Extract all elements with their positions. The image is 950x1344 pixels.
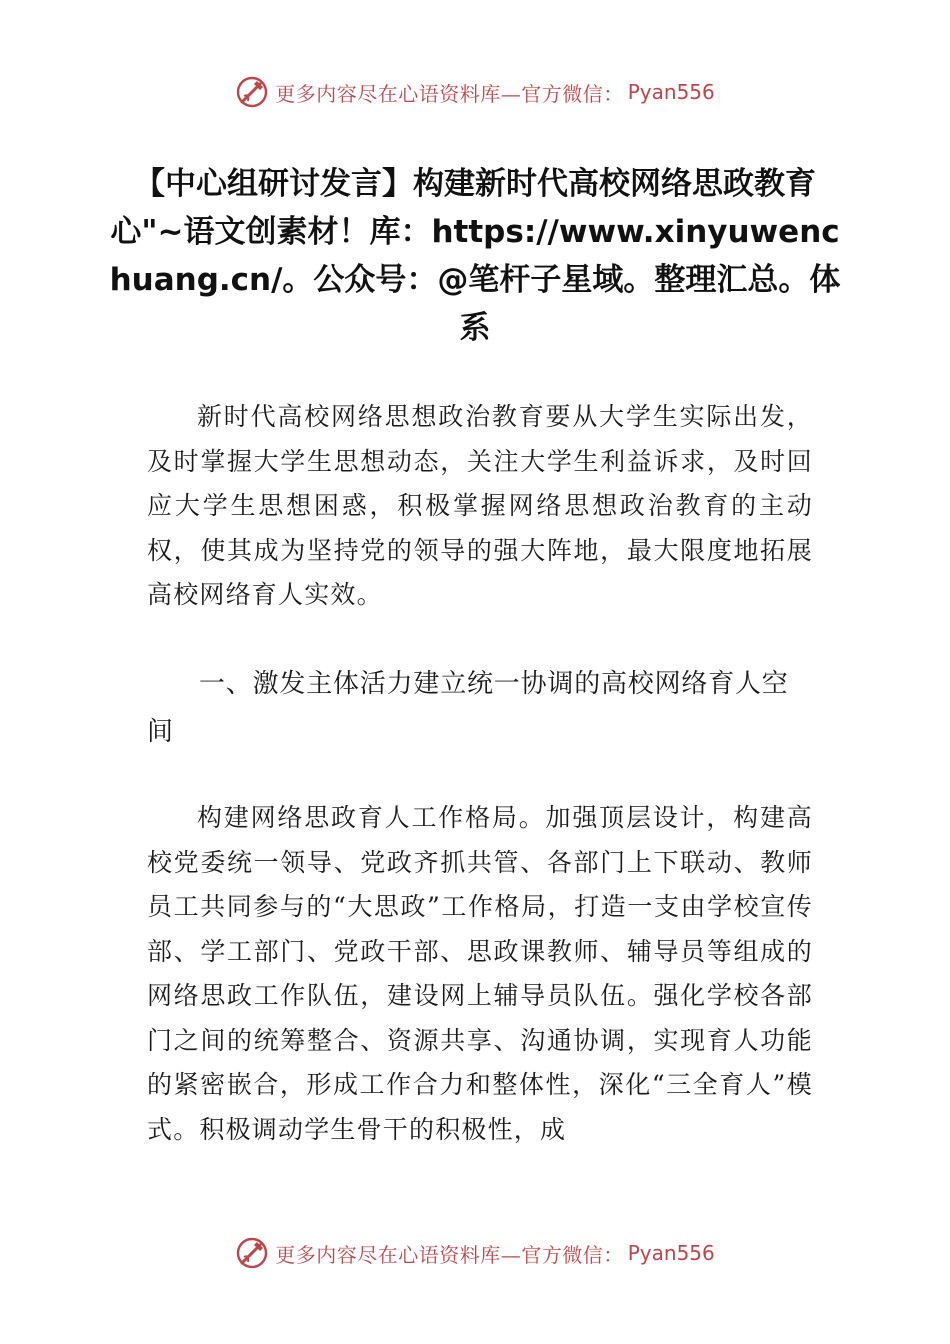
paragraph-section-1: 构建网络思政育人工作格局。加强顶层设计，构建高校党委统一领导、党政齐抓共管、各部门上下联动、教师员工共同参与的“大思政”工作格局，打造一支由学校宣传部、学工部门、党政干部、思政课教师、辅导员等组成的网络思政工作队伍，建设网上辅导员队伍。强化学校各部门之间的统筹整合、资源共享、沟通协调，实现育人功能的紧密嵌合，形成工作合力和整体性，深化“三全育人”模式。积极调动学生骨干的积极性，成 <box>147 803 813 1144</box>
document-title: 【中心组研讨发言】构建新时代高校网络思政教育心"~语文创素材！库：https://www.xinyuwenchuang.cn/。公众号：@笔杆子星域。整理汇总。体系 <box>109 166 841 346</box>
banner-wechat-id: Pyan556 <box>627 1241 715 1265</box>
header-banner <box>0 72 950 112</box>
pen-seal-logo-icon <box>235 1236 269 1270</box>
footer-banner <box>0 1233 950 1273</box>
banner-wechat-id: Pyan556 <box>627 80 715 104</box>
section-heading-1: 一、激发主体活力建立统一协调的高校网络育人空间 <box>147 669 789 747</box>
pen-seal-logo-icon <box>235 75 269 109</box>
banner-text: 更多内容尽在心语资料库—官方微信： <box>275 81 624 106</box>
paragraph-intro: 新时代高校网络思想政治教育要从大学生实际出发，及时掌握大学生思想动态，关注大学生利益诉求，及时回应大学生思想困惑，积极掌握网络思想政治教育的主动权，使其成为坚持党的领导的强大阵地，最大限度地拓展高校网络育人实效。 <box>147 402 813 609</box>
banner-text: 更多内容尽在心语资料库—官方微信： <box>275 1242 624 1267</box>
